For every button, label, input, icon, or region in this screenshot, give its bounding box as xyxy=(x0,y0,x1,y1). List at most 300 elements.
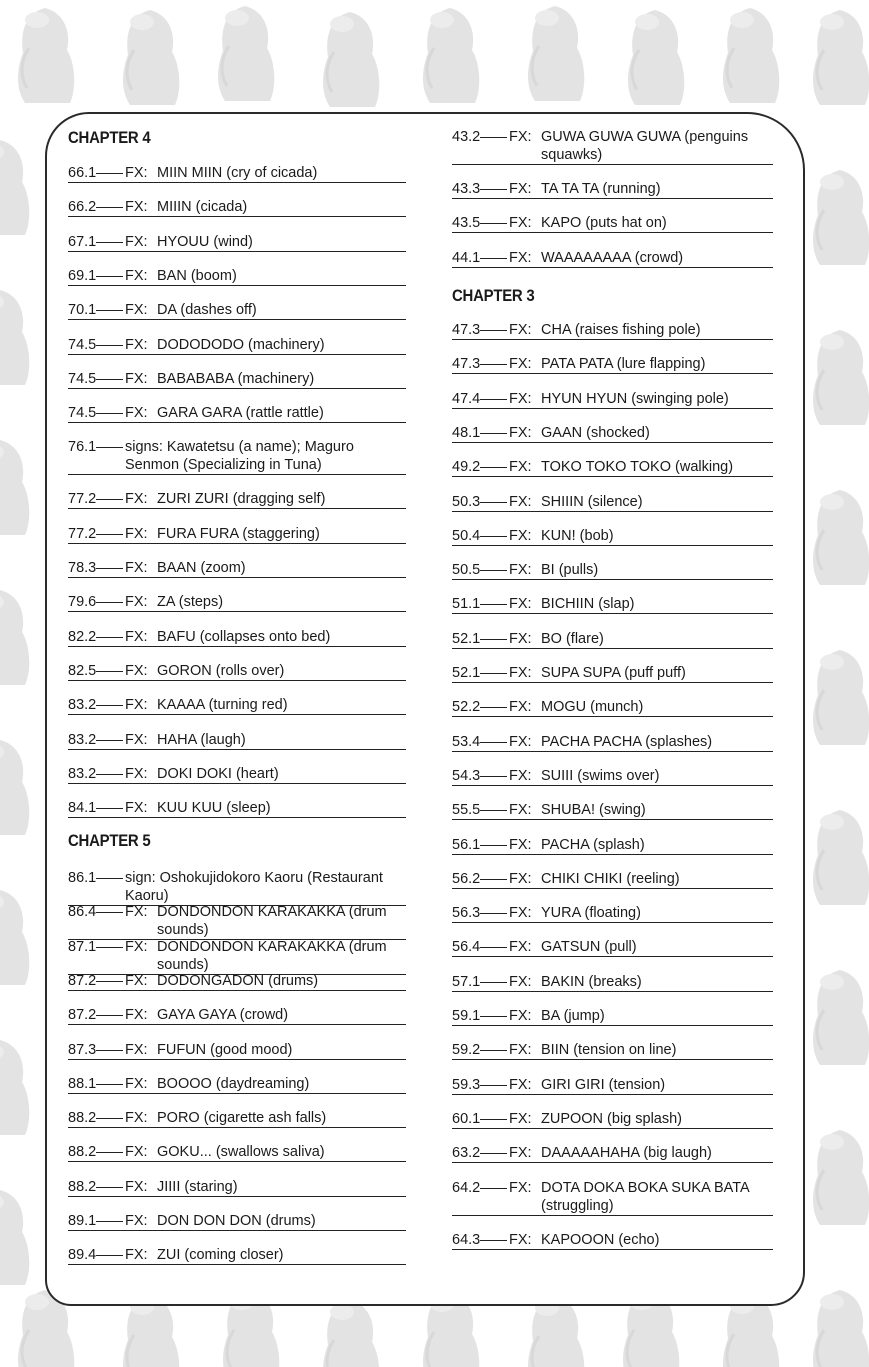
entry-fx-label: FX: xyxy=(125,525,148,542)
entry-page-number: 57.1 xyxy=(452,973,481,990)
entry-fx-label: FX: xyxy=(509,1110,532,1127)
glossary-entry xyxy=(452,904,773,923)
entry-fx-label: FX: xyxy=(509,973,532,990)
entry-dash xyxy=(478,493,509,511)
entry-fx-label: FX: xyxy=(125,1110,148,1127)
entry-dash xyxy=(94,731,125,749)
entry-text: BOOOO (daydreaming) xyxy=(157,1075,310,1092)
entry-dash xyxy=(478,1110,509,1128)
entry-dash xyxy=(478,767,509,785)
entry-text: HAHA (laugh) xyxy=(157,731,246,748)
entry-page-number: 82.5 xyxy=(68,662,97,679)
glossary-entry xyxy=(68,404,406,423)
entry-dash xyxy=(94,1246,125,1264)
entry-text: ZURI ZURI (dragging self) xyxy=(157,491,326,508)
chapter-heading: CHAPTER 5 xyxy=(68,831,151,850)
entry-page-number: 43.5 xyxy=(452,215,481,232)
entry-page-number: 76.1 xyxy=(68,439,97,456)
entry-dash xyxy=(94,198,125,216)
entry-fx-label: FX: xyxy=(125,731,148,748)
entry-dash xyxy=(478,904,509,922)
glossary-entry xyxy=(452,1041,773,1060)
entry-dash xyxy=(478,214,509,232)
entry-text: DON DON DON (drums) xyxy=(157,1213,316,1229)
entry-fx-label: FX: xyxy=(125,233,148,250)
entry-fx-label: FX: xyxy=(509,424,532,441)
entry-fx-label: FX: xyxy=(125,938,148,955)
glossary-entry xyxy=(452,1076,773,1095)
entry-dash xyxy=(94,404,125,422)
entry-dash xyxy=(478,630,509,648)
entry-fx-label: FX: xyxy=(125,697,148,714)
entry-page-number: 64.3 xyxy=(452,1231,481,1248)
entry-page-number: 59.1 xyxy=(452,1008,481,1024)
entry-page-number: 67.1 xyxy=(68,233,97,250)
entry-fx-label: FX: xyxy=(125,491,148,508)
glossary-entry xyxy=(452,664,773,683)
entry-text: GAAN (shocked) xyxy=(541,424,650,441)
entry-fx-label: FX: xyxy=(125,1075,148,1092)
entry-text: FUFUN (good mood) xyxy=(157,1041,293,1058)
entry-dash xyxy=(94,869,125,887)
entry-page-number: 52.1 xyxy=(452,665,481,681)
entry-fx-label: FX: xyxy=(125,904,148,921)
entry-fx-label: FX: xyxy=(125,972,148,989)
entry-page-number: 52.2 xyxy=(452,699,481,716)
entry-fx-label: FX: xyxy=(509,1008,532,1024)
entry-dash xyxy=(478,870,509,888)
entry-fx-label: FX: xyxy=(125,1041,148,1058)
entry-dash xyxy=(478,698,509,716)
glossary-entry xyxy=(452,595,773,614)
entry-text: DONDONDON KARAKAKKA (drum sounds) xyxy=(157,904,387,939)
entry-dash xyxy=(94,370,125,388)
entry-fx-label: FX: xyxy=(509,215,532,232)
glossary-entry xyxy=(452,128,773,165)
entry-dash xyxy=(94,799,125,817)
glossary-entry xyxy=(68,972,406,991)
entry-page-number: 56.1 xyxy=(452,836,481,853)
glossary-entry xyxy=(68,593,406,612)
entry-fx-label: FX: xyxy=(125,765,148,782)
entry-dash xyxy=(478,180,509,198)
entry-dash xyxy=(94,1041,125,1059)
entry-page-number: 47.4 xyxy=(452,390,481,407)
entry-page-number: 48.1 xyxy=(452,424,481,441)
entry-page-number: 87.2 xyxy=(68,972,97,989)
entry-dash xyxy=(94,765,125,783)
entry-dash xyxy=(94,903,125,921)
chapter-heading: CHAPTER 3 xyxy=(452,286,535,305)
glossary-entry xyxy=(452,561,773,580)
glossary-entry xyxy=(68,765,406,784)
entry-fx-label: FX: xyxy=(509,733,532,750)
entry-dash xyxy=(94,525,125,543)
entry-page-number: 50.4 xyxy=(452,527,481,544)
entry-page-number: 74.5 xyxy=(68,405,97,422)
glossary-entry xyxy=(68,559,406,578)
glossary-entry xyxy=(68,1075,406,1094)
entry-dash xyxy=(478,390,509,408)
chapter-heading: CHAPTER 4 xyxy=(68,128,151,147)
entry-text: ZA (steps) xyxy=(157,594,224,611)
entry-text: PACHA PACHA (splashes) xyxy=(541,733,713,750)
entry-dash xyxy=(94,1212,125,1230)
entry-text: HYUN HYUN (swinging pole) xyxy=(541,390,729,407)
glossary-entry xyxy=(68,1178,406,1197)
glossary-entry xyxy=(452,698,773,717)
entry-fx-label: FX: xyxy=(509,905,532,922)
entry-dash xyxy=(478,836,509,854)
entry-page-number: 83.2 xyxy=(68,765,97,782)
glossary-entry xyxy=(68,662,406,681)
entry-text: SHIIIN (silence) xyxy=(541,493,643,510)
glossary-entry xyxy=(68,525,406,544)
entry-dash xyxy=(478,355,509,373)
entry-page-number: 70.1 xyxy=(68,302,97,319)
entry-page-number: 88.2 xyxy=(68,1178,97,1195)
entry-text: BIIN (tension on line) xyxy=(541,1042,677,1059)
glossary-entry xyxy=(68,233,406,252)
glossary-entry xyxy=(68,438,406,475)
glossary-entry xyxy=(68,267,406,286)
entry-page-number: 59.3 xyxy=(452,1076,481,1093)
glossary-entry xyxy=(452,214,773,233)
entry-dash xyxy=(478,973,509,991)
entry-dash xyxy=(94,1143,125,1161)
glossary-entry xyxy=(68,938,406,975)
entry-dash xyxy=(94,336,125,354)
entry-page-number: 54.3 xyxy=(452,767,481,784)
entry-text: DONDONDON KARAKAKKA (drum sounds) xyxy=(157,938,387,973)
entry-text: PORO (cigarette ash falls) xyxy=(157,1110,327,1127)
glossary-entry xyxy=(452,973,773,992)
entry-fx-label: FX: xyxy=(509,836,532,853)
entry-text: BAN (boom) xyxy=(157,267,237,284)
entry-text: SUPA SUPA (puff puff) xyxy=(541,665,686,681)
entry-text: DODODODO (machinery) xyxy=(157,336,325,353)
glossary-entry xyxy=(452,1179,773,1216)
entry-page-number: 47.3 xyxy=(452,356,481,373)
entry-page-number: 44.1 xyxy=(452,249,481,266)
entry-dash xyxy=(94,1075,125,1093)
entry-page-number: 77.2 xyxy=(68,491,97,508)
entry-dash xyxy=(478,1231,509,1249)
entry-page-number: 56.2 xyxy=(452,870,481,887)
glossary-entry xyxy=(452,836,773,855)
glossary-entry xyxy=(68,1041,406,1060)
entry-fx-label: FX: xyxy=(125,267,148,284)
entry-fx-label: FX: xyxy=(125,1213,148,1229)
glossary-entry xyxy=(452,180,773,199)
entry-dash xyxy=(478,458,509,476)
entry-page-number: 89.4 xyxy=(68,1247,97,1264)
entry-page-number: 51.1 xyxy=(452,596,481,613)
entry-fx-label: FX: xyxy=(125,370,148,387)
glossary-entry xyxy=(452,458,773,477)
entry-dash xyxy=(94,233,125,251)
entry-fx-label: FX: xyxy=(125,560,148,576)
glossary-entry xyxy=(452,249,773,268)
glossary-entry xyxy=(452,424,773,443)
glossary-entry xyxy=(452,767,773,786)
entry-dash xyxy=(478,1179,509,1197)
entry-text: BO (flare) xyxy=(541,630,604,647)
entry-page-number: 59.2 xyxy=(452,1042,481,1059)
entry-text: ZUPOON (big splash) xyxy=(541,1110,683,1127)
glossary-entry xyxy=(452,870,773,889)
entry-page-number: 52.1 xyxy=(452,630,481,647)
glossary-entry xyxy=(452,938,773,957)
entry-fx-label: FX: xyxy=(509,249,532,266)
entry-fx-label: FX: xyxy=(125,302,148,319)
glossary-entry xyxy=(452,630,773,649)
glossary-entry xyxy=(68,164,406,183)
entry-page-number: 83.2 xyxy=(68,731,97,748)
entry-page-number: 87.2 xyxy=(68,1007,97,1024)
right-column xyxy=(452,128,774,1288)
entry-fx-label: FX: xyxy=(509,1231,532,1248)
entry-fx-label: FX: xyxy=(509,129,532,145)
entry-dash xyxy=(478,561,509,579)
entry-text: GOKU... (swallows saliva) xyxy=(157,1144,325,1161)
entry-fx-label: FX: xyxy=(125,1007,148,1024)
entry-text: BICHIIN (slap) xyxy=(541,596,635,613)
glossary-entry xyxy=(68,1143,406,1162)
entry-text: signs: Kawatetsu (a name); Maguro Senmon (Specializing in Tuna) xyxy=(125,439,354,474)
entry-text: TOKO TOKO TOKO (walking) xyxy=(541,459,734,476)
entry-text: KAAAA (turning red) xyxy=(157,697,288,714)
entry-text: CHA (raises fishing pole) xyxy=(541,322,701,338)
entry-fx-label: FX: xyxy=(509,390,532,407)
entry-dash xyxy=(94,1178,125,1196)
entry-text: SUIII (swims over) xyxy=(541,767,660,784)
entry-page-number: 82.2 xyxy=(68,628,97,645)
entry-page-number: 77.2 xyxy=(68,525,97,542)
entry-dash xyxy=(478,938,509,956)
glossary-entry xyxy=(68,1006,406,1025)
entry-text: DAAAAAHAHA (big laugh) xyxy=(541,1145,712,1162)
entry-page-number: 86.4 xyxy=(68,904,97,921)
entry-text: BAKIN (breaks) xyxy=(541,973,642,990)
entry-dash xyxy=(478,1144,509,1162)
entry-fx-label: FX: xyxy=(509,1145,532,1162)
entry-fx-label: FX: xyxy=(125,1178,148,1195)
entry-fx-label: FX: xyxy=(509,459,532,476)
entry-dash xyxy=(478,527,509,545)
entry-dash xyxy=(94,662,125,680)
entry-fx-label: FX: xyxy=(509,665,532,681)
entry-fx-label: FX: xyxy=(509,493,532,510)
entry-text: GIRI GIRI (tension) xyxy=(541,1076,666,1093)
entry-fx-label: FX: xyxy=(509,1179,532,1196)
entry-fx-label: FX: xyxy=(125,336,148,353)
entry-text: DA (dashes off) xyxy=(157,302,257,319)
glossary-entry xyxy=(68,628,406,647)
entry-page-number: 66.2 xyxy=(68,199,97,216)
entry-fx-label: FX: xyxy=(509,939,532,956)
entry-fx-label: FX: xyxy=(509,322,532,338)
entry-text: GORON (rolls over) xyxy=(157,662,285,679)
entry-fx-label: FX: xyxy=(509,356,532,373)
entry-text: YURA (floating) xyxy=(541,905,641,922)
entry-page-number: 56.4 xyxy=(452,939,481,956)
entry-page-number: 49.2 xyxy=(452,459,481,476)
glossary-entry xyxy=(452,321,773,340)
entry-dash xyxy=(94,267,125,285)
entry-text: KAPOOON (echo) xyxy=(541,1231,660,1248)
glossary-entry xyxy=(452,733,773,752)
penguin-column-left xyxy=(0,140,29,1285)
entry-text: MIIIN (cicada) xyxy=(157,199,248,216)
entry-fx-label: FX: xyxy=(125,1144,148,1161)
entry-page-number: 56.3 xyxy=(452,905,481,922)
entry-page-number: 63.2 xyxy=(452,1145,481,1162)
entry-fx-label: FX: xyxy=(509,802,532,819)
entry-fx-label: FX: xyxy=(509,767,532,784)
entry-fx-label: FX: xyxy=(125,594,148,611)
glossary-entry xyxy=(68,903,406,940)
entry-fx-label: FX: xyxy=(125,165,148,181)
entry-text: FURA FURA (staggering) xyxy=(157,525,320,542)
entry-dash xyxy=(94,559,125,577)
entry-fx-label: FX: xyxy=(125,199,148,216)
entry-text: KAPO (puts hat on) xyxy=(541,215,667,232)
glossary-entry xyxy=(452,493,773,512)
entry-text: BAFU (collapses onto bed) xyxy=(157,628,331,645)
entry-text: BAAN (zoom) xyxy=(157,560,246,576)
glossary-entry xyxy=(452,1144,773,1163)
glossary-entry xyxy=(68,1212,406,1231)
entry-text: MIIN MIIN (cry of cicada) xyxy=(157,165,318,181)
glossary-entry xyxy=(68,1109,406,1128)
entry-text: GUWA GUWA GUWA (penguins squawks) xyxy=(541,129,749,163)
entry-text: JIIII (staring) xyxy=(157,1178,238,1195)
entry-page-number: 50.3 xyxy=(452,493,481,510)
entry-dash xyxy=(478,128,509,146)
entry-dash xyxy=(478,1041,509,1059)
entry-text: KUN! (bob) xyxy=(541,527,614,544)
entry-dash xyxy=(94,301,125,319)
entry-text: WAAAAAAAA (crowd) xyxy=(541,249,684,266)
entry-dash xyxy=(94,628,125,646)
entry-page-number: 84.1 xyxy=(68,800,97,817)
entry-text: GAYA GAYA (crowd) xyxy=(157,1007,289,1024)
entry-dash xyxy=(94,696,125,714)
entry-dash xyxy=(478,1007,509,1025)
glossary-entry xyxy=(68,869,406,906)
glossary-entry xyxy=(68,731,406,750)
entry-text: DOTA DOKA BOKA SUKA BATA (struggling) xyxy=(541,1179,749,1214)
entry-text: MOGU (munch) xyxy=(541,699,644,716)
entry-fx-label: FX: xyxy=(125,628,148,645)
entry-page-number: 64.2 xyxy=(452,1179,481,1196)
entry-fx-label: FX: xyxy=(125,662,148,679)
entry-fx-label: FX: xyxy=(509,181,532,197)
entry-dash xyxy=(94,438,125,456)
entry-page-number: 87.1 xyxy=(68,938,97,955)
entry-dash xyxy=(94,593,125,611)
entry-fx-label: FX: xyxy=(509,562,532,579)
penguin-column-right xyxy=(813,170,869,1225)
entry-text: BI (pulls) xyxy=(541,562,599,579)
glossary-entry xyxy=(68,198,406,217)
glossary-entry xyxy=(68,301,406,320)
entry-dash xyxy=(478,249,509,267)
entry-fx-label: FX: xyxy=(509,1076,532,1093)
entry-text: CHIKI CHIKI (reeling) xyxy=(541,870,680,887)
glossary-entry xyxy=(452,1110,773,1129)
entry-page-number: 47.3 xyxy=(452,322,481,338)
entry-text: GARA GARA (rattle rattle) xyxy=(157,405,324,422)
glossary-entry xyxy=(68,1246,406,1265)
entry-page-number: 50.5 xyxy=(452,562,481,579)
entry-dash xyxy=(478,1076,509,1094)
entry-text: HYOUU (wind) xyxy=(157,233,253,250)
left-column xyxy=(68,128,408,1288)
entry-fx-label: FX: xyxy=(509,1042,532,1059)
entry-page-number: 43.3 xyxy=(452,181,481,197)
entry-dash xyxy=(94,490,125,508)
entry-page-number: 60.1 xyxy=(452,1110,481,1127)
entry-dash xyxy=(478,595,509,613)
penguin-row-top xyxy=(18,6,869,107)
entry-page-number: 43.2 xyxy=(452,129,481,145)
entry-page-number: 53.4 xyxy=(452,733,481,750)
entry-text: GATSUN (pull) xyxy=(541,939,637,956)
entry-text: DODONGADON (drums) xyxy=(157,972,319,989)
entry-fx-label: FX: xyxy=(509,596,532,613)
glossary-entry xyxy=(452,355,773,374)
entry-dash xyxy=(94,938,125,956)
entry-dash xyxy=(478,664,509,682)
entry-dash xyxy=(478,321,509,339)
entry-fx-label: FX: xyxy=(125,800,148,817)
entry-page-number: 88.2 xyxy=(68,1144,97,1161)
entry-dash xyxy=(94,1006,125,1024)
entry-dash xyxy=(94,164,125,182)
entry-page-number: 79.6 xyxy=(68,594,97,611)
entry-fx-label: FX: xyxy=(125,405,148,422)
entry-dash xyxy=(478,424,509,442)
entry-page-number: 83.2 xyxy=(68,697,97,714)
entry-text: PACHA (splash) xyxy=(541,836,645,853)
entry-text: TA TA TA (running) xyxy=(541,181,661,197)
entry-text: KUU KUU (sleep) xyxy=(157,800,271,817)
entry-page-number: 74.5 xyxy=(68,336,97,353)
entry-page-number: 87.3 xyxy=(68,1041,97,1058)
glossary-entry xyxy=(452,390,773,409)
entry-page-number: 66.1 xyxy=(68,165,97,181)
entry-fx-label: FX: xyxy=(509,630,532,647)
glossary-entry xyxy=(68,799,406,818)
glossary-entry xyxy=(452,1007,773,1026)
entry-page-number: 86.1 xyxy=(68,870,97,886)
entry-fx-label: FX: xyxy=(125,1247,148,1264)
entry-dash xyxy=(478,801,509,819)
glossary-entry xyxy=(452,801,773,820)
glossary-entry xyxy=(452,527,773,546)
glossary-entry xyxy=(68,370,406,389)
entry-page-number: 89.1 xyxy=(68,1213,97,1229)
entry-page-number: 78.3 xyxy=(68,560,97,576)
entry-text: ZUI (coming closer) xyxy=(157,1247,284,1264)
entry-text: DOKI DOKI (heart) xyxy=(157,765,279,782)
glossary-entry xyxy=(68,490,406,509)
entry-fx-label: FX: xyxy=(509,527,532,544)
entry-text: PATA PATA (lure flapping) xyxy=(541,356,706,373)
entry-page-number: 88.2 xyxy=(68,1110,97,1127)
